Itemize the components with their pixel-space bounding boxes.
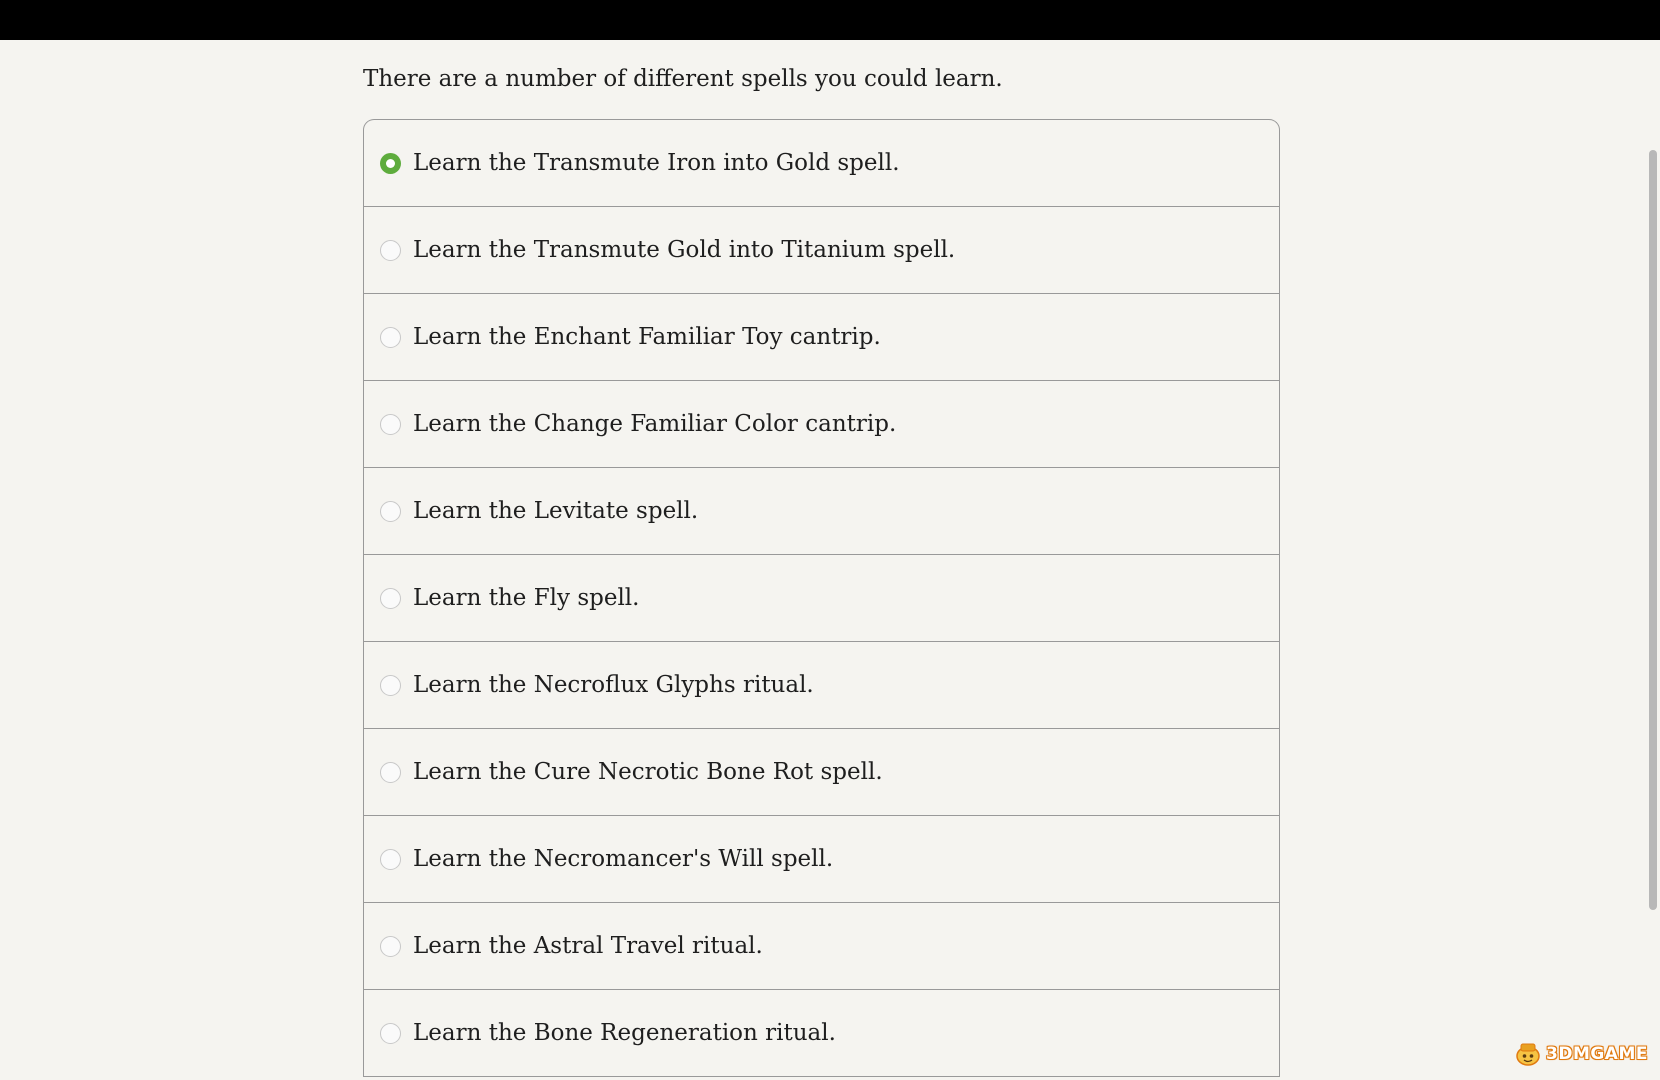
radio-button[interactable] — [380, 588, 401, 609]
watermark-logo-icon — [1514, 1041, 1542, 1067]
scrollbar-track[interactable] — [1646, 40, 1660, 1080]
radio-button[interactable] — [380, 936, 401, 957]
choice-item[interactable] — [364, 207, 1279, 294]
choice-list — [363, 119, 1280, 1077]
choice-item[interactable] — [364, 120, 1279, 207]
choice-item[interactable] — [364, 381, 1279, 468]
choice-item[interactable] — [364, 468, 1279, 555]
choice-label: Learn the Change Familiar Color cantrip. — [413, 411, 897, 437]
choice-label: Learn the Necroflux Glyphs ritual. — [413, 672, 814, 698]
intro-text: There are a number of different spells you could learn. — [363, 66, 1003, 92]
radio-button[interactable] — [380, 153, 401, 174]
choice-item[interactable] — [364, 555, 1279, 642]
choice-label: Learn the Transmute Iron into Gold spell. — [413, 150, 900, 176]
choice-item[interactable] — [364, 294, 1279, 381]
choice-label: Learn the Fly spell. — [413, 585, 640, 611]
watermark-text: 3DMGAME — [1546, 1044, 1648, 1064]
choice-label: Learn the Transmute Gold into Titanium spell. — [413, 237, 956, 263]
choice-label: Learn the Levitate spell. — [413, 498, 699, 524]
choice-item[interactable] — [364, 816, 1279, 903]
choice-item[interactable] — [364, 729, 1279, 816]
radio-button[interactable] — [380, 849, 401, 870]
radio-button[interactable] — [380, 414, 401, 435]
radio-button[interactable] — [380, 501, 401, 522]
choice-label: Learn the Astral Travel ritual. — [413, 933, 763, 959]
radio-button[interactable] — [380, 762, 401, 783]
scrollbar-thumb[interactable] — [1649, 150, 1657, 910]
choice-label: Learn the Bone Regeneration ritual. — [413, 1020, 836, 1046]
choice-label: Learn the Cure Necrotic Bone Rot spell. — [413, 759, 883, 785]
choice-item[interactable] — [364, 903, 1279, 990]
radio-button[interactable] — [380, 675, 401, 696]
radio-button[interactable] — [380, 327, 401, 348]
choice-item[interactable] — [364, 990, 1279, 1077]
radio-button[interactable] — [380, 1023, 401, 1044]
choice-label: Learn the Enchant Familiar Toy cantrip. — [413, 324, 881, 350]
choice-label: Learn the Necromancer's Will spell. — [413, 846, 834, 872]
main-content — [363, 40, 1280, 1077]
choice-item[interactable] — [364, 642, 1279, 729]
radio-button[interactable] — [380, 240, 401, 261]
top-bar — [0, 0, 1660, 40]
watermark — [1514, 1038, 1648, 1070]
